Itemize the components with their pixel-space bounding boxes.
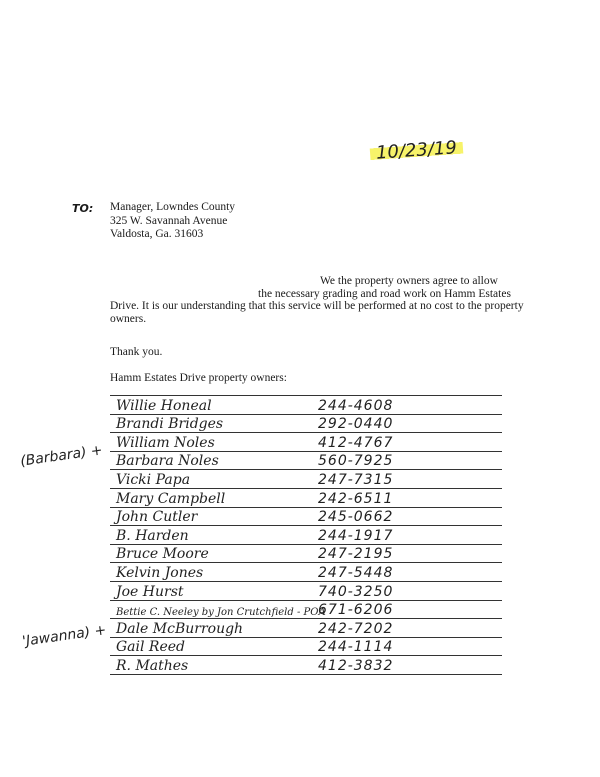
signature-name: Barbara Noles bbox=[116, 453, 219, 470]
signature-row bbox=[110, 469, 502, 488]
signature-row bbox=[110, 395, 502, 414]
signature-name: Bruce Moore bbox=[116, 546, 209, 563]
signature-row bbox=[110, 507, 502, 526]
signature-name: B. Harden bbox=[116, 527, 189, 544]
signature-row bbox=[110, 525, 502, 544]
signature-name: Mary Campbell bbox=[116, 490, 226, 507]
body-line-1: We the property owners agree to allow bbox=[320, 275, 498, 287]
signature-name: R. Mathes bbox=[116, 657, 189, 674]
signature-name: Gail Reed bbox=[116, 639, 186, 656]
handwritten-date: 10/23/19 bbox=[369, 137, 463, 164]
signature-phone: 412-3832 bbox=[318, 657, 394, 674]
signature-name: William Noles bbox=[116, 434, 215, 451]
signature-row bbox=[110, 655, 502, 675]
signature-row bbox=[110, 451, 502, 470]
margin-note-barbara: (Barbara) + bbox=[19, 442, 104, 470]
signature-name: Vicki Papa bbox=[116, 471, 191, 488]
signature-row bbox=[110, 637, 502, 656]
signature-row bbox=[110, 562, 502, 581]
signature-phone: 740-3250 bbox=[318, 583, 394, 600]
margin-note-jawanna: 'Jawanna) + bbox=[21, 622, 108, 650]
signature-list bbox=[110, 395, 502, 675]
address-line: 325 W. Savannah Avenue bbox=[110, 214, 228, 227]
recipient-address bbox=[110, 201, 235, 242]
signature-phone: 244-4608 bbox=[318, 397, 394, 414]
signature-name: Dale McBurrough bbox=[116, 620, 244, 637]
signature-name: Willie Honeal bbox=[116, 397, 212, 414]
signature-phone: 242-6511 bbox=[318, 490, 394, 507]
signature-phone: 247-2195 bbox=[318, 546, 394, 563]
signature-row bbox=[110, 488, 502, 507]
to-label: TO: bbox=[72, 202, 94, 215]
signature-phone: 247-7315 bbox=[318, 471, 394, 488]
owners-heading: Hamm Estates Drive property owners: bbox=[110, 372, 287, 384]
address-line: Valdosta, Ga. 31603 bbox=[110, 228, 204, 240]
signature-phone: 412-4767 bbox=[318, 434, 394, 451]
signature-name: John Cutler bbox=[116, 509, 198, 526]
body-line-3: Drive. It is our understanding that this service will be performed at no cost to the property owners. bbox=[110, 300, 524, 325]
signature-row bbox=[110, 600, 502, 619]
signature-row bbox=[110, 544, 502, 563]
signature-phone: 244-1917 bbox=[318, 527, 394, 544]
body-line-2: the necessary grading and road work on Hamm Estates bbox=[258, 288, 511, 300]
signature-row bbox=[110, 618, 502, 637]
signature-row bbox=[110, 432, 502, 451]
signature-phone: 671-6206 bbox=[318, 602, 394, 619]
signature-row bbox=[110, 581, 502, 600]
signature-row bbox=[110, 414, 502, 433]
signature-phone: 292-0440 bbox=[318, 416, 394, 433]
closing: Thank you. bbox=[110, 346, 163, 358]
signature-phone: 247-5448 bbox=[318, 564, 394, 581]
signature-name: Joe Hurst bbox=[116, 583, 184, 600]
address-line: Manager, Lowndes County bbox=[110, 201, 236, 213]
signature-phone: 244-1114 bbox=[318, 639, 394, 656]
signature-name: Kelvin Jones bbox=[116, 564, 204, 581]
signature-phone: 245-0662 bbox=[318, 509, 394, 526]
signature-phone: 242-7202 bbox=[318, 620, 394, 637]
signature-phone: 560-7925 bbox=[318, 453, 394, 470]
signature-name: Bettie C. Neeley by Jon Crutchfield - POA bbox=[116, 607, 326, 619]
signature-name: Brandi Bridges bbox=[116, 416, 224, 433]
